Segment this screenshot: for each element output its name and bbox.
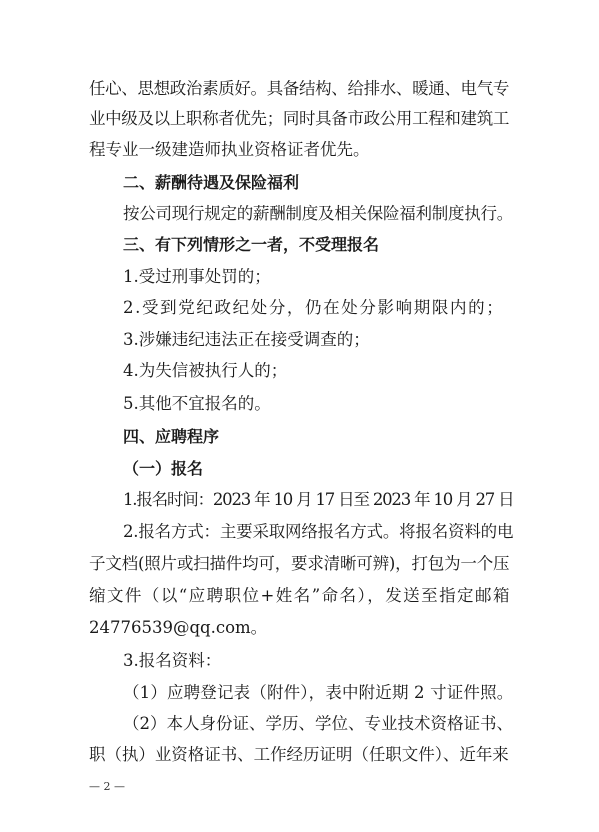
body-line: 1.报名时间：2023 年 10 月 17 日至 2023 年 10 月 27 日 bbox=[123, 490, 514, 509]
email-address: 24776539@qq.com。 bbox=[89, 618, 268, 637]
body-line: 缩文件（以“应聘职位+姓名”命名），发送至指定邮箱 bbox=[89, 586, 511, 605]
body-line: 2.报名方式：主要采取网络报名方式。将报名资料的电 bbox=[123, 522, 514, 541]
body-line: 按公司现行规定的薪酬制度及相关保险福利制度执行。 bbox=[123, 204, 513, 223]
body-line: 子文档(照片或扫描件均可，要求清晰可辨)，打包为一个压 bbox=[89, 554, 510, 573]
list-item: 1.受过刑事处罚的； bbox=[123, 267, 271, 286]
section-heading: 三、有下列情形之一者，不受理报名 bbox=[123, 235, 380, 254]
section-heading: 二、薪酬待遇及保险福利 bbox=[123, 173, 300, 192]
list-item: 4.为失信被执行人的； bbox=[123, 361, 288, 380]
body-line: 程专业一级建造师执业资格证者优先。 bbox=[89, 140, 370, 159]
list-item: 5.其他不宜报名的。 bbox=[123, 394, 271, 413]
body-line: 3.报名资料： bbox=[123, 651, 222, 670]
list-item: 3.涉嫌违纪违法正在接受调查的； bbox=[123, 330, 370, 349]
list-item: 2.受到党纪政纪处分，仍在处分影响期限内的； bbox=[123, 298, 505, 317]
page-number: — 2 — bbox=[89, 780, 125, 793]
subsection-heading: （一）报名 bbox=[123, 459, 204, 478]
body-line: （2）本人身份证、学历、学位、专业技术资格证书、 bbox=[123, 714, 513, 733]
body-line: 任心、思想政治素质好。具备结构、给排水、暖通、电气专 bbox=[89, 79, 510, 98]
body-line: （1）应聘登记表（附件），表中附近期 2 寸证件照。 bbox=[123, 683, 514, 702]
section-heading: 四、应聘程序 bbox=[123, 427, 220, 446]
body-line: 职（执）业资格证书、工作经历证明（任职文件）、近年来 bbox=[89, 745, 509, 764]
body-line: 业中级及以上职称者优先；同时具备市政公用工程和建筑工 bbox=[89, 109, 510, 128]
